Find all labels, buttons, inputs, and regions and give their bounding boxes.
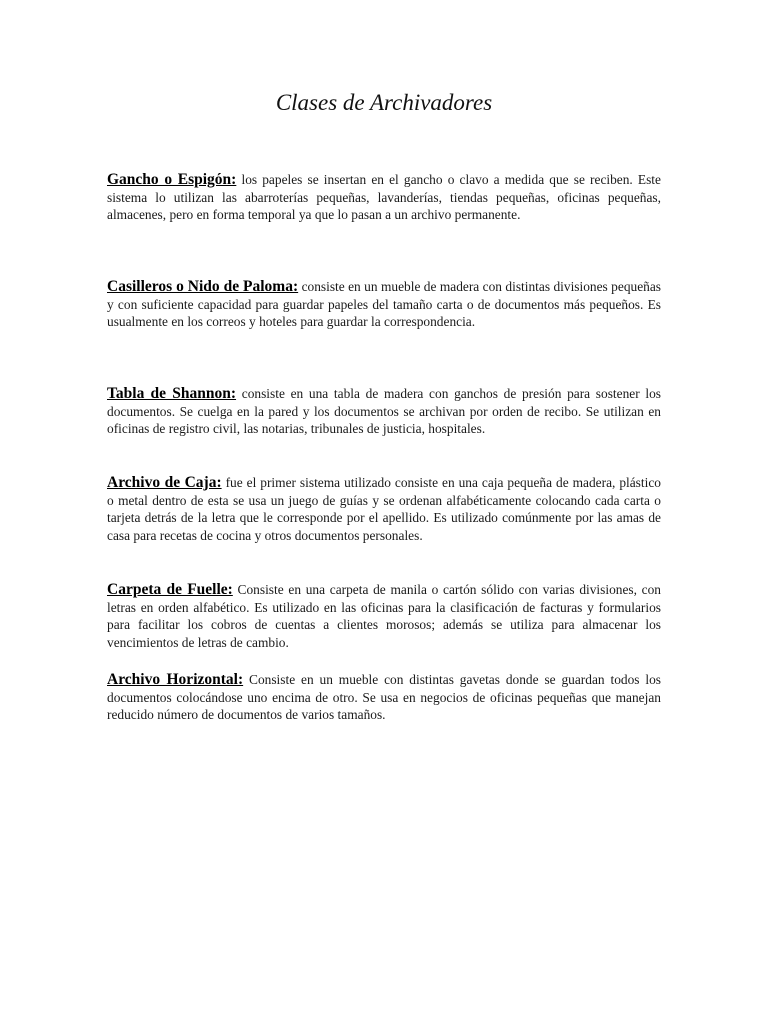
section-archivo-caja xyxy=(107,474,661,544)
section-heading: Tabla de Shannon: xyxy=(107,385,237,402)
section-carpeta-fuelle xyxy=(107,581,661,651)
section-text: Consiste en un mueble con distintas gavetas donde se guardan todos los documentos colocándose uno encima de otro. Se usa en negocios de oficinas pequeñas que manejan reducido número de documentos de varios tamaños. xyxy=(107,672,661,722)
section-text: consiste en una tabla de madera con ganchos de presión para sostener los documentos. Se cuelga en la pared y los documentos se archivan por orden de recibo. Se utilizan en oficinas de registro civil, las notarias, tribunales de justicia, hospitales. xyxy=(107,386,662,436)
section-text: Consiste en una carpeta de manila o cartón sólido con varias divisiones, con letras en orden alfabético. Es utilizado en las oficinas para la clasificación de facturas y formularios para facilitar los cobros de cuentas a clientes morosos; además se utiliza para almacenar los vencimientos de letras de cambio. xyxy=(107,582,662,650)
section-heading: Archivo Horizontal: xyxy=(107,671,244,688)
section-archivo-horizontal xyxy=(107,671,661,724)
section-text: los papeles se insertan en el gancho o clavo a medida que se reciben. Este sistema lo utilizan las abarroterías pequeñas, lavanderías, tiendas pequeñas, oficinas pequeñas, almacenes, pero en forma temporal ya que lo pasan a un archivo permanente. xyxy=(107,172,661,222)
section-gancho-espigon xyxy=(107,171,661,224)
section-heading: Carpeta de Fuelle: xyxy=(107,581,233,598)
section-tabla-shannon xyxy=(107,385,661,438)
section-heading: Archivo de Caja: xyxy=(107,474,222,491)
section-heading: Casilleros o Nido de Paloma: xyxy=(107,278,299,295)
section-text: fue el primer sistema utilizado consiste en una caja pequeña de madera, plástico o metal dentro de esta se usa un juego de guías y se ordenan alfabéticamente colocando cada carta o tarjeta detrás de la letra que le corresponde por el apellido. Es utilizado comúnmente por las amas de casa para recetas de cocina y otros documentos personales. xyxy=(107,475,661,543)
section-casilleros-nido-paloma xyxy=(107,278,661,331)
page-title: Clases de Archivadores xyxy=(275,90,493,115)
section-heading: Gancho o Espigón: xyxy=(107,171,237,188)
section-text: consiste en un mueble de madera con distintas divisiones pequeñas y con suficiente capacidad para guardar papeles del tamaño carta o de documentos más pequeños. Es usualmente en los correos y hoteles para guardar la correspondencia. xyxy=(107,279,661,329)
